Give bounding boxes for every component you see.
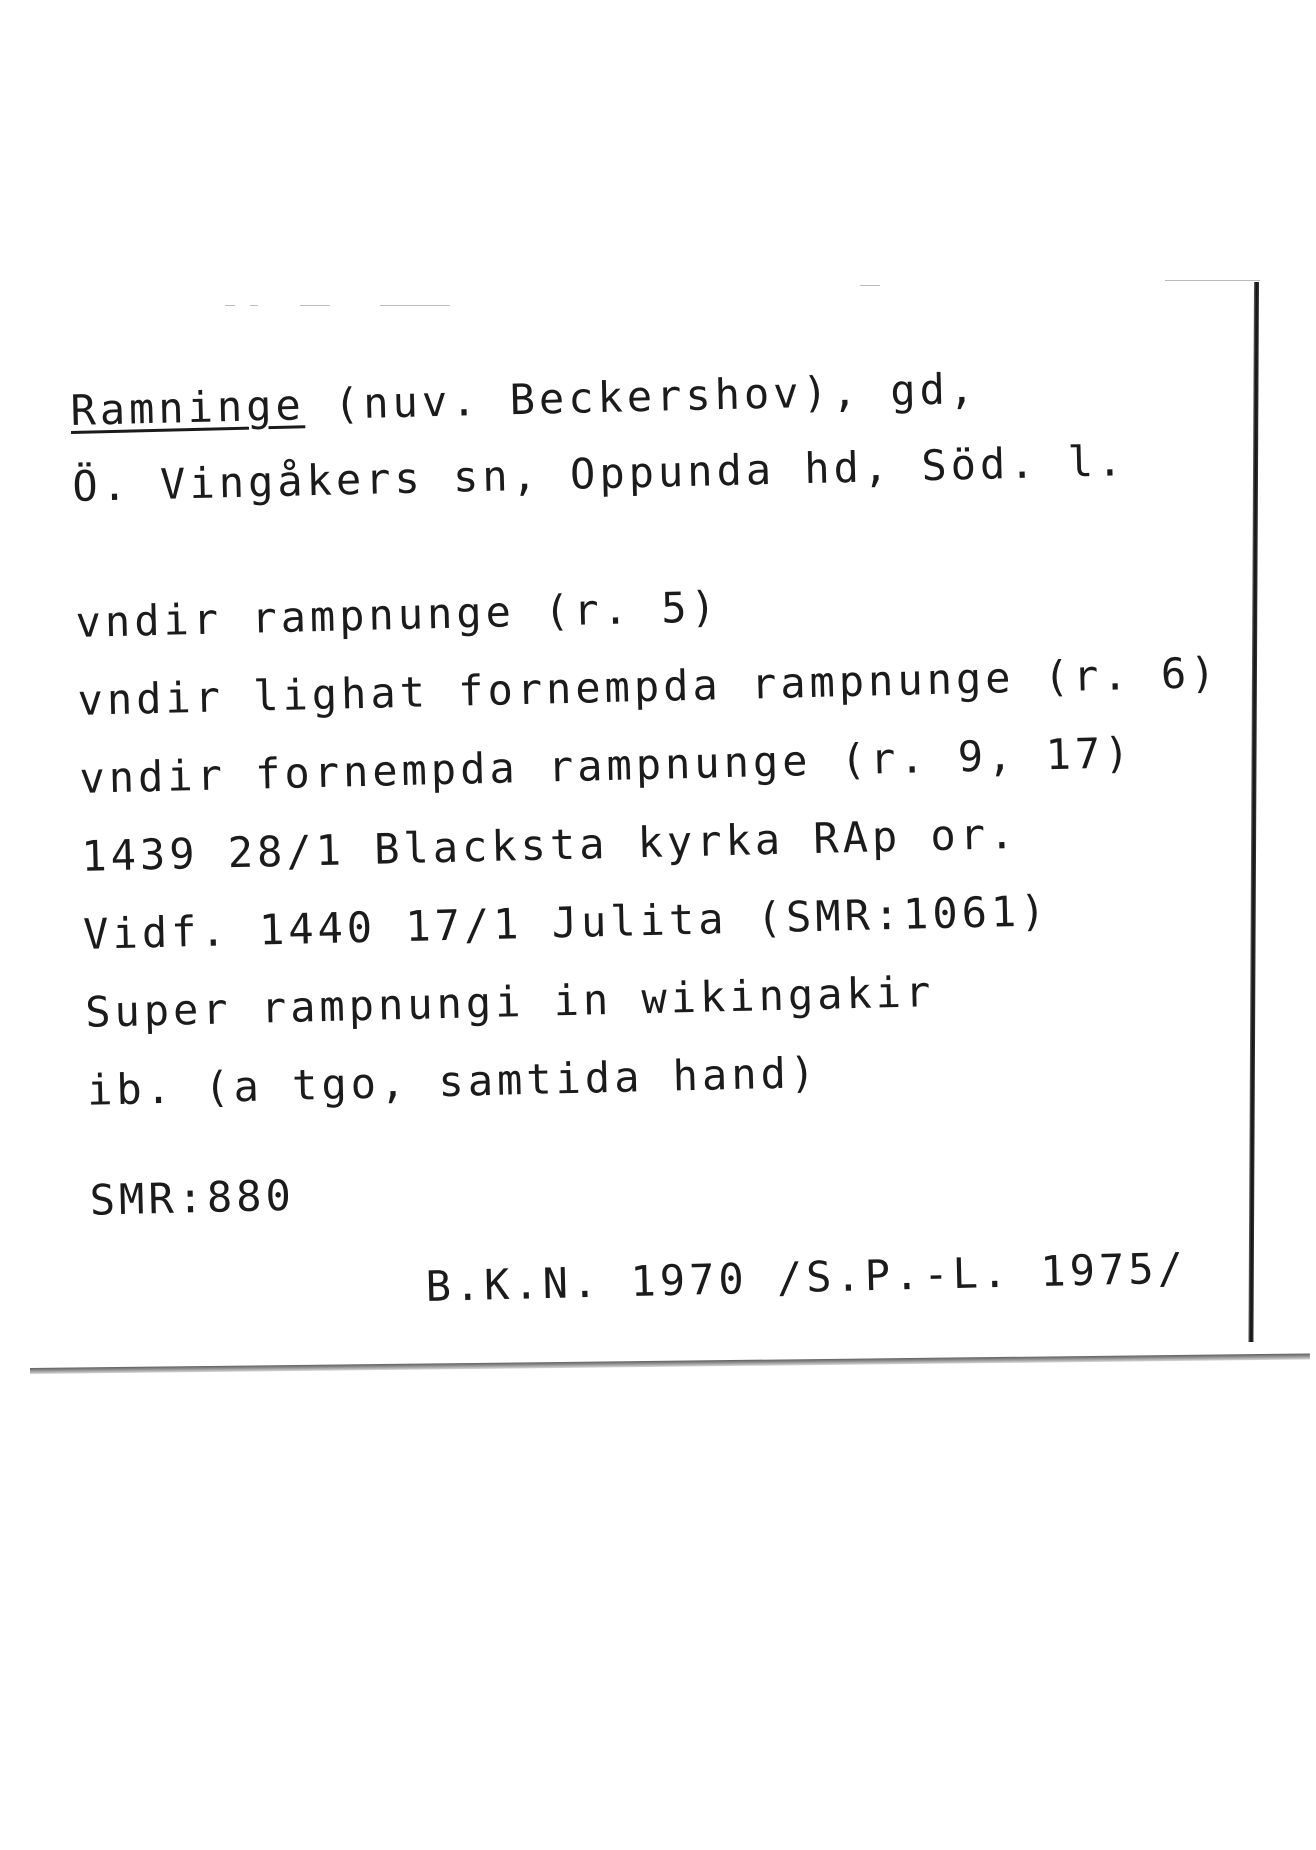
scan-speckle bbox=[1165, 280, 1260, 281]
reference-line: SMR:880 bbox=[89, 1170, 296, 1225]
headword: Ramninge bbox=[69, 380, 306, 435]
form-line-3: vndir fornempda rampnunge (r. 9, 17) bbox=[78, 728, 1135, 803]
form-line-1: vndir rampnunge (r. 5) bbox=[75, 582, 721, 647]
headword-description: (nuv. Beckershov), gd, bbox=[304, 363, 979, 430]
signature-line: B.K.N. 1970 /S.P.-L. 1975/ bbox=[425, 1243, 1188, 1311]
location-line: Ö. Vingåkers sn, Oppunda hd, Söd. l. bbox=[71, 436, 1127, 511]
form-line-2: vndir lighat fornempda rampnunge (r. 6) bbox=[76, 648, 1221, 725]
source-line-2: Vidf. 1440 17/1 Julita (SMR:1061) bbox=[82, 886, 1051, 959]
source-line-3: ib. (a tgo, samtida hand) bbox=[86, 1047, 820, 1115]
form-line-4: Super rampnungi in wikingakir bbox=[84, 967, 935, 1037]
source-line-1: 1439 28/1 Blacksta kyrka RAp or. bbox=[80, 808, 1019, 881]
